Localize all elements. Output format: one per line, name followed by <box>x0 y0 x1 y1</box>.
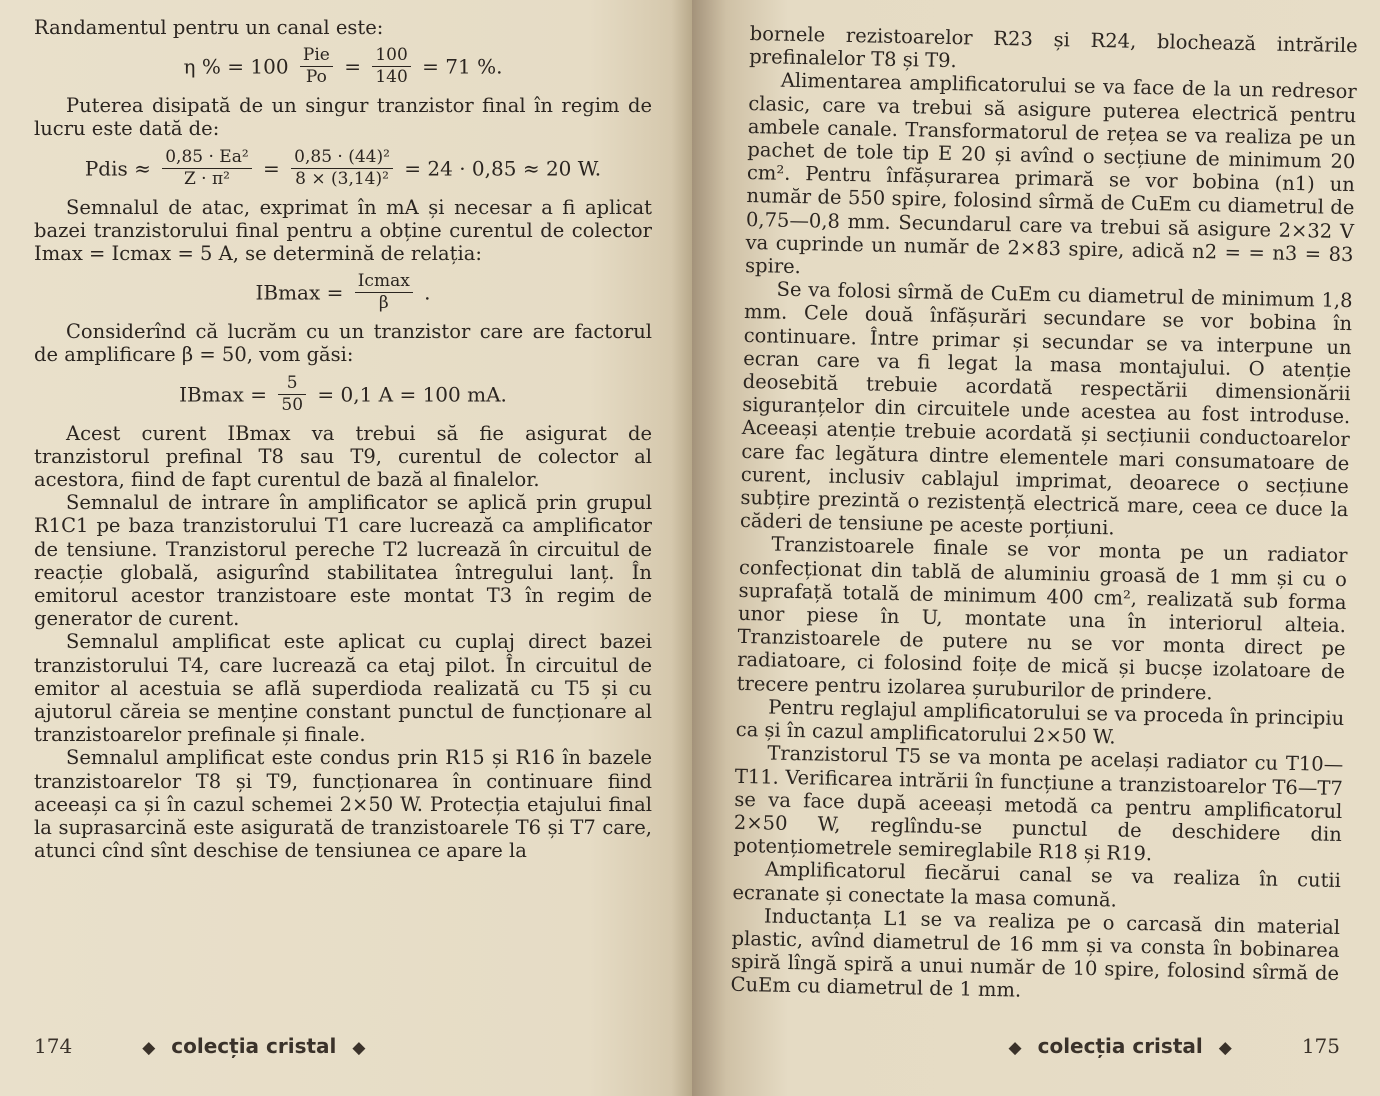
paragraph: Acest curent IBmax va trebui să fie asigurat de tranzistorul prefinal T8 sau T9, curentul de colector al acestora, fiind de fapt curentul de bază al finalelor. <box>34 421 652 492</box>
page-number: 174 <box>34 1034 73 1058</box>
page-footer <box>993 1034 1340 1058</box>
paragraph: Semnalul de atac, exprimat în mA și necesar a fi aplicat bazei tranzistorului final pentru a obține curentul de colector Imax = Icmax = 5 A, se determină de relația: <box>34 195 652 266</box>
paragraph: Semnalul amplificat este condus prin R15 și R16 în bazele tranzistoarelor T8 și T9, funcționarea în continuare fiind aceeași ca și în cazul schemei 2×50 W. Protecția etajului final la suprasarcină este asigurată de tranzistoarele T6 și T7 care, atunci cînd sînt deschise de tensiunea ce apare la <box>34 746 652 863</box>
diamond-icon: ◆ <box>1008 1038 1022 1058</box>
paragraph: Pentru reglajul amplificatorului se va proceda în principiu ca și în cazul amplificatorului 2×50 W. <box>735 695 1345 749</box>
page-number: 175 <box>1301 1034 1340 1058</box>
paragraph: Semnalul de intrare în amplificator se aplică prin grupul R1C1 pe baza tranzistorului T1 care lucrează ca amplificator de tensiune. Tranzistorul pereche T2 lucrează în circuitul de reacție globală, asigurînd stabilitatea întregului lanț. În emitorul acestor tranzistoare este montat T3 în regim de generator de curent. <box>34 491 652 631</box>
diamond-icon: ◆ <box>1218 1038 1232 1058</box>
page-footer <box>34 1034 381 1058</box>
paragraph: bornele rezistoarelor R23 și R24, blochează intrările prefinalelor T8 și T9. <box>749 22 1358 73</box>
paragraph: Inductanța L1 se va realiza pe o carcasă din material plastic, avînd diametrul de 16 mm și va consta în bobinarea spiră lîngă spiră a unui număr de 10 spire, folosind sîrmă de CuEm cu diametrul de 1 mm. <box>730 904 1341 1002</box>
paragraph: Amplificatorul fiecărui canal se va realiza în cutii ecranate și conectate la masa comună. <box>732 857 1342 912</box>
equation-base-current-value: IBmax = $\frac{5}{50}$ = 0,1 A = 100 mA. <box>179 372 507 415</box>
diamond-icon: ◆ <box>142 1038 156 1058</box>
paragraph: Alimentarea amplificatorului se va face de la un redresor clasic, care va trebui să asigure puterea electrică pentru ambele canale. Transformatorul de rețea se va realiza pe un pachet de tole tip E 20 și avînd o secțiune de minimum 20 cm². Pentru înfășurarea primară se vor bobina (n1) un număr de 550 spire, folosind sîrmă de CuEm cu diametrul de 0,75—0,8 mm. Secundarul care va trebui să asigure 2×32 V va cuprinde un număr de 2×83 spire, adică n2 = = n3 = 83 spire. <box>744 69 1357 279</box>
paragraph: Tranzistoarele finale se vor monta pe un radiator confecționat din tablă de aluminiu groasă de 1 mm și cu o suprafață totală de minimum 400 cm², realizată sub forma unor piese în U, montate una în interiorul alteia. Tranzistoarele de putere nu se vor monta direct pe radiatoare, ci folosind foițe de mică și bucșe izolatoare de trecere pentru izolarea șuruburilor de prindere. <box>736 533 1348 705</box>
paragraph: Considerînd că lucrăm cu un tranzistor care are factorul de amplificare β = 50, vom găsi: <box>34 320 652 367</box>
equation-efficiency: η % = 100 $\frac{\text{Pie}}{Po}$ = $\frac{100}{140}$ = 71 %. <box>183 45 503 88</box>
right-page <box>692 0 1380 1096</box>
paragraph: Puterea disipată de un singur tranzistor final în regim de lucru este dată de: <box>34 94 652 141</box>
series-title: colecția cristal <box>171 1034 337 1058</box>
paragraph: Se va folosi sîrmă de CuEm cu diametrul de minimum 1,8 mm. Cele două înfășurări secundare se vor bobina în continuare. Între primar și secundar se va interpune un ecran care va fi legat la masa montajului. O atenție deosebită trebuie acordată respectării dimensionării siguranțelor din circuitele unde acestea au fost introduse. Aceeași atenție trebuie acordată și secțiunii conductoarelor care fac legătura dintre elementele mari consumatoare de curent, inclusiv cablajul imprimat, deoarece o secțiune subțire prezintă o rezistență electrică mare, ceea ce duce la căderi de tensiune pe aceste porțiuni. <box>739 277 1353 540</box>
series-title: colecția cristal <box>1037 1034 1203 1058</box>
diamond-icon: ◆ <box>352 1038 366 1058</box>
paragraph: Randamentul pentru un canal este: <box>34 16 384 39</box>
paragraph: Tranzistorul T5 se va monta pe același radiator cu T10—T11. Verificarea intrării în funcțiune a tranzistoarelor T6—T7 se va face după aceeași metodă ca pentru amplificatorul 2×50 W, reglîndu-se punctul de deschidere din potențiometrele semireglabile R18 și R19. <box>733 741 1344 866</box>
equation-base-current: IBmax = $\frac{Icmax}{\beta}$ . <box>255 271 431 314</box>
paragraph: Semnalul amplificat este aplicat cu cuplaj direct bazei tranzistorului T4, care lucrează ca etaj pilot. În circuitul de emitor al acestuia se află superdioda realizată cu T5 și cu ajutorul căreia se menține constant punctul de funcționare al tranzistoarelor prefinale și finale. <box>34 630 652 747</box>
equation-dissipation: Pdis ≈ $\frac{\text{0,85 · Ea²}}{\text{Z · π²}}$ = $\frac{\text{0,85 · (44)²}}{\text{8 × (3,14)²}}$ = 24 · 0,85 ≈ 20 W. <box>84 146 602 189</box>
